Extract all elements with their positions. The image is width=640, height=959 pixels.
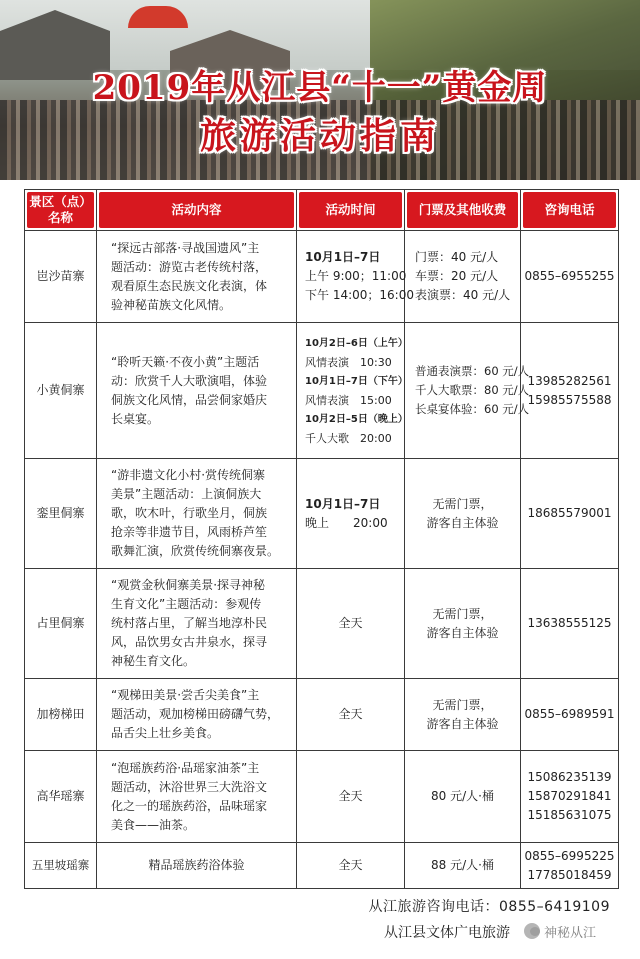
wechat-icon xyxy=(524,923,540,939)
table-row xyxy=(25,323,619,459)
ticket-fee: 普通表演票：60 元/人 千人大歌票：80 元/人 长桌宴体验：60 元/人 xyxy=(405,323,521,459)
activity-time: 全天 xyxy=(297,751,405,843)
scenic-name: 岜沙苗寨 xyxy=(25,231,97,323)
contact-phone: 0855–6989591 xyxy=(521,679,619,751)
contact-phone: 18685579001 xyxy=(521,459,619,569)
contact-phone: 15086235139 15870291841 15185631075 xyxy=(521,751,619,843)
ticket-fee: 无需门票， 游客自主体验 xyxy=(405,569,521,679)
ticket-fee: 88 元/人·桶 xyxy=(405,843,521,889)
table-header-row xyxy=(25,190,619,231)
table-row xyxy=(25,843,619,889)
page-title: 2019年从江县“十一”黄金周 xyxy=(92,68,548,108)
activity-content: “泡瑶族药浴·品瑶家油茶”主 题活动，沐浴世界三大洗浴文 化之一的瑶族药浴，品味瑶家 美食——油茶。 xyxy=(97,751,297,843)
header-cell-tel: 咨询电话 xyxy=(521,190,619,231)
activity-time: 10月1日–7日 上午 9:00；11:00 下午 14:00；16:00 xyxy=(297,231,405,323)
scenic-name: 銮里侗寨 xyxy=(25,459,97,569)
ticket-fee: 门票：40 元/人 车票：20 元/人 表演票：40 元/人 xyxy=(405,231,521,323)
contact-phone: 0855–6955255 xyxy=(521,231,619,323)
activity-content: 精品瑶族药浴体验 xyxy=(97,843,297,889)
header-cell-fee: 门票及其他收费 xyxy=(405,190,521,231)
watermark-text: 神秘从江 xyxy=(544,925,597,941)
activity-content: “游非遗文化小村·赏传统侗寨 美景”主题活动：上演侗族大 歌，吹木叶，行歌坐月，侗族 抢亲等非遗节目，风雨桥芦笙 歌舞汇演，欣赏传统侗寨夜景。 xyxy=(97,459,297,569)
activity-table xyxy=(24,189,619,889)
activity-time: 10月1日–7日 晚上 20:00 xyxy=(297,459,405,569)
table-row xyxy=(25,679,619,751)
scenic-name: 五里坡瑶寨 xyxy=(25,843,97,889)
scenic-name: 加榜梯田 xyxy=(25,679,97,751)
ticket-fee: 无需门票， 游客自主体验 xyxy=(405,679,521,751)
activity-time: 全天 xyxy=(297,679,405,751)
ticket-fee: 无需门票， 游客自主体验 xyxy=(405,459,521,569)
contact-phone: 13985282561 15985575588 xyxy=(521,323,619,459)
tourism-hotline: 从江旅游咨询电话：0855–6419109 xyxy=(368,899,610,915)
table-row xyxy=(25,459,619,569)
header-cell-time: 活动时间 xyxy=(297,190,405,231)
activity-content: “探远古部落·寻战国遗风”主 题活动：游览古老传统村落， 观看原生态民族文化表演，体 验神秘苗族文化风情。 xyxy=(97,231,297,323)
activity-time: 全天 xyxy=(297,569,405,679)
scenic-name: 高华瑶寨 xyxy=(25,751,97,843)
contact-phone: 0855–6995225 17785018459 xyxy=(521,843,619,889)
page-subtitle: 旅游活动指南 xyxy=(199,115,440,157)
activity-content: “观赏金秋侗寨美景·探寻神秘 生育文化”主题活动：参观传 统村落占里，了解当地淳朴民 风，品饮男女古井泉水，探寻 神秘生育文化。 xyxy=(97,569,297,679)
activity-content: “观梯田美景·尝舌尖美食”主 题活动，观加榜梯田磅礴气势， 品舌尖上壮乡美食。 xyxy=(97,679,297,751)
header-cell-name: 景区（点）名称 xyxy=(25,190,97,231)
activity-content: “聆听天籁·不夜小黄”主题活 动：欣赏千人大歌演唱，体验 侗族文化风情，品尝侗家婚庆 长桌宴。 xyxy=(97,323,297,459)
table-row xyxy=(25,569,619,679)
wechat-watermark xyxy=(524,920,634,942)
scenic-name: 小黄侗寨 xyxy=(25,323,97,459)
table-row xyxy=(25,751,619,843)
activity-time: 10月2日–6日（上午） 风情表演 10:30 10月1日–7日（下午） 风情表演 15:00 10月2日–5日（晚上） 千人大歌 20:00 xyxy=(297,323,405,459)
header-cell-activity: 活动内容 xyxy=(97,190,297,231)
scenic-name: 占里侗寨 xyxy=(25,569,97,679)
ticket-fee: 80 元/人·桶 xyxy=(405,751,521,843)
organizer-name: 从江县文体广电旅游 xyxy=(384,925,510,941)
contact-phone: 13638555125 xyxy=(521,569,619,679)
table-row xyxy=(25,231,619,323)
banner-red-umbrella xyxy=(128,6,188,28)
activity-time: 全天 xyxy=(297,843,405,889)
